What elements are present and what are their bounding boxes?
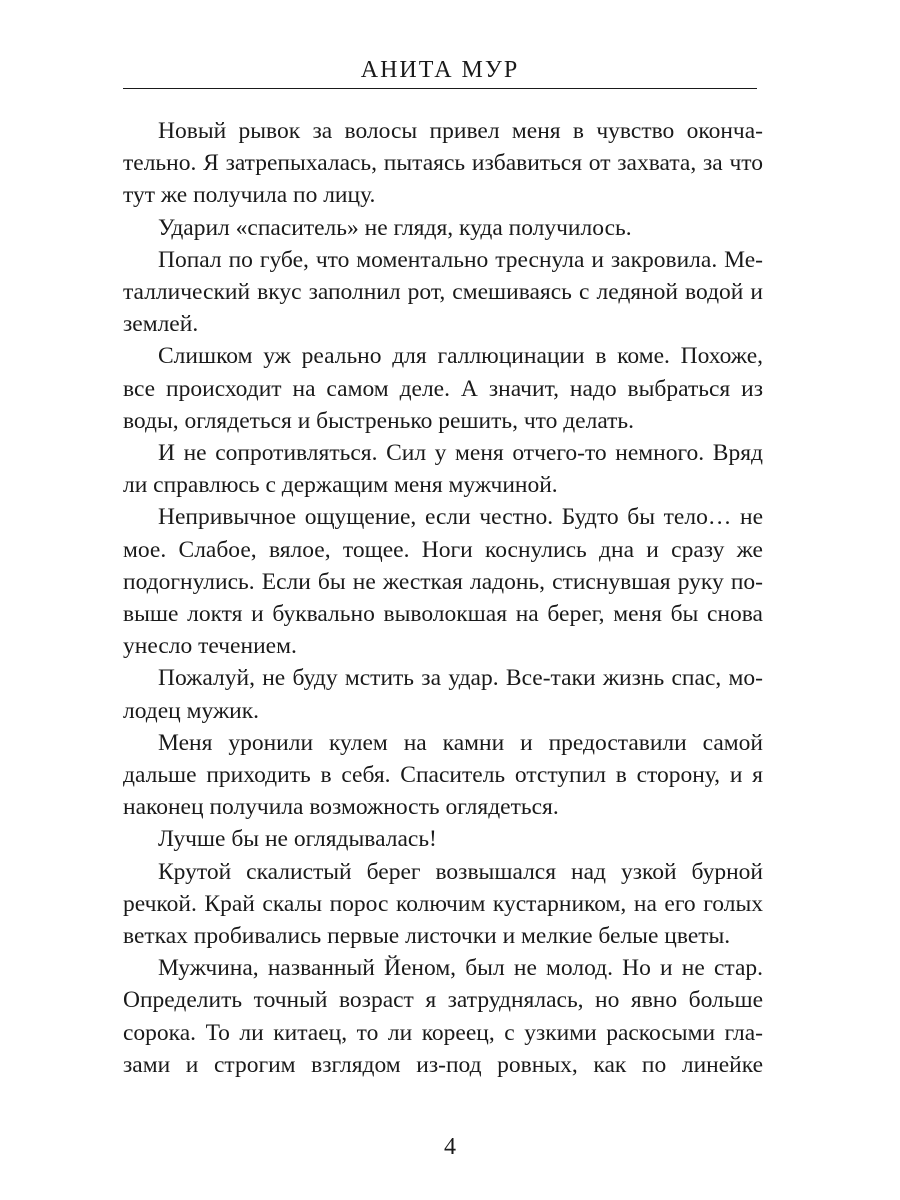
header-rule (123, 88, 757, 89)
paragraph: Меня уронили кулем на камни и предоставили самой дальше приходить в себя. Спаситель отступил в сторону, и я наконец получила возможность оглядеться. (123, 729, 763, 821)
paragraph: Лучше бы не оглядывалась! (158, 826, 437, 853)
paragraph: Пожалуй, не буду мстить за удар. Все-таки жизнь спас, молодец мужик. (123, 665, 763, 724)
running-head-author: АНИТА МУР (360, 57, 520, 83)
paragraph: Непривычное ощущение, если честно. Будто бы тело… не мое. Слабое, вялое, тощее. Ноги коснулись дна и сразу же подогнулись. Если бы не жесткая ладонь, стиснувшая руку повыше локтя и буквально выволокшая на берег, меня бы снова унесло течением. (123, 504, 763, 660)
paragraph: Новый рывок за волосы привел меня в чувство окончательно. Я затрепыхалась, пытаясь избавиться от захвата, за что тут же получила по лицу. (123, 118, 763, 209)
paragraph: Слишком уж реально для галлюцинации в коме. Похоже, все происходит на самом деле. А значит, надо выбраться из воды, оглядеться и быстренько решить, что делать. (123, 343, 763, 434)
paragraph: И не сопротивляться. Сил у меня отчего-то немного. Вряд ли справлюсь с держащим меня мужчиной. (123, 440, 763, 499)
paragraph: Попал по губе, что моментально треснула и закровила. Металлический вкус заполнил рот, смешиваясь с ледяной водой и землей. (123, 246, 763, 338)
paragraph: Ударил «спаситель» не глядя, куда получилось. (158, 214, 632, 241)
page-number: 4 (444, 1134, 456, 1160)
paragraph: Мужчина, названный Йеном, был не молод. Но и не стар. Определить точный возраст я затруднялась, но явно больше сорока. То ли китаец, то ли кореец, с узкими раскосыми глазами и строгим взглядом из-под ровных, как по линейке (123, 955, 763, 1078)
paragraph: Крутой скалистый берег возвышался над узкой бурной речкой. Край скалы порос колючим кустарником, на его голых ветках пробивались первые листочки и мелкие белые цветы. (123, 858, 763, 950)
body-text (123, 115, 763, 1081)
